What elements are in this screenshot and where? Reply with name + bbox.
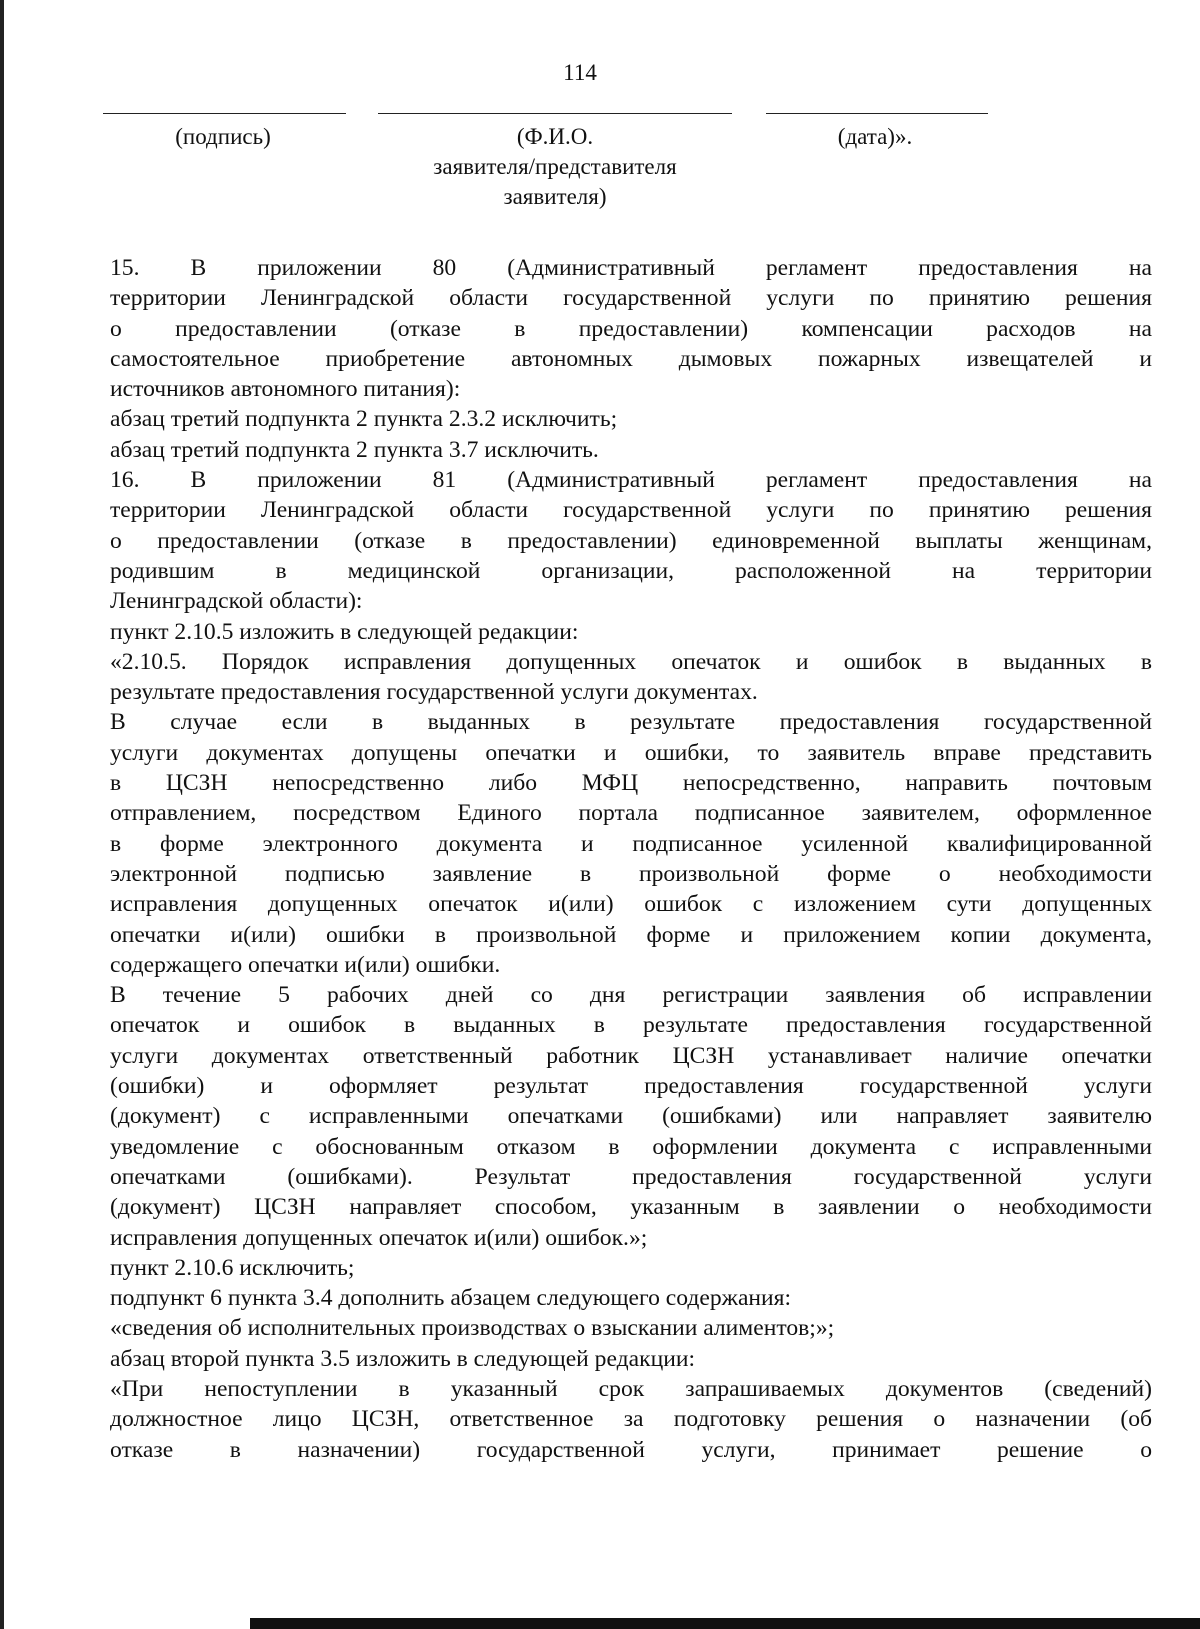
text-line: В случае если в выданных в результате предоставления государственной bbox=[110, 709, 1152, 736]
text-line: «сведения об исполнительных производствах о взыскании алиментов;»; bbox=[110, 1315, 835, 1342]
signature-line bbox=[103, 113, 346, 114]
text-line: родившим в медицинской организации, расположенной на территории bbox=[110, 557, 1152, 584]
scan-bottom-edge bbox=[250, 1618, 1200, 1629]
text-line: опечатки и(или) ошибки в произвольной форме и приложением копии документа, bbox=[110, 921, 1152, 948]
fio-label-line: (Ф.И.О. bbox=[516, 124, 594, 149]
text-line: (документ) с исправленными опечатками (ошибками) или направляет заявителю bbox=[110, 1103, 1152, 1130]
text-line: самостоятельное приобретение автономных дымовых пожарных извещателей и bbox=[110, 345, 1152, 372]
text-line: о предоставлении (отказе в предоставлении) компенсации расходов на bbox=[110, 315, 1152, 342]
text-line: пункт 2.10.5 изложить в следующей редакции: bbox=[110, 618, 579, 645]
fio-label-line: заявителя/представителя bbox=[433, 154, 677, 179]
text-line: опечаток и ошибок в выданных в результате предоставления государственной bbox=[110, 1012, 1152, 1039]
text-line: о предоставлении (отказе в предоставлении) единовременной выплаты женщинам, bbox=[110, 527, 1152, 554]
page-number: 114 bbox=[563, 60, 597, 85]
scan-edge bbox=[0, 0, 4, 1629]
text-line: (документ) ЦСЗН направляет способом, указанным в заявлении о необходимости bbox=[110, 1194, 1152, 1221]
text-line: исправления допущенных опечаток и(или) ошибок с изложением сути допущенных bbox=[110, 891, 1152, 918]
text-line: услуги документах ответственный работник ЦСЗН устанавливает наличие опечатки bbox=[110, 1042, 1152, 1069]
text-line: исправления допущенных опечаток и(или) ошибок.»; bbox=[110, 1224, 648, 1251]
text-line: абзац третий подпункта 2 пункта 2.3.2 исключить; bbox=[110, 406, 618, 433]
text-line: Ленинградской области): bbox=[110, 588, 363, 615]
text-line: уведомление с обоснованным отказом в оформлении документа с исправленными bbox=[110, 1133, 1152, 1160]
text-line: «При непоступлении в указанный срок запрашиваемых документов (сведений) bbox=[110, 1375, 1152, 1402]
text-line: должностное лицо ЦСЗН, ответственное за подготовку решения о назначении (об bbox=[110, 1406, 1152, 1433]
text-line: «2.10.5. Порядок исправления допущенных опечаток и ошибок в выданных в bbox=[110, 648, 1152, 675]
fio-label bbox=[380, 122, 730, 212]
signature-label: (подпись) bbox=[175, 124, 271, 149]
text-line: пункт 2.10.6 исключить; bbox=[110, 1254, 355, 1281]
fio-line bbox=[378, 113, 732, 114]
text-line: услуги документах допущены опечатки и ошибки, то заявитель вправе представить bbox=[110, 739, 1152, 766]
date-line bbox=[766, 113, 988, 114]
text-line: в форме электронного документа и подписанное усиленной квалифицированной bbox=[110, 830, 1152, 857]
date-label: (дата)». bbox=[837, 124, 913, 149]
text-line: подпункт 6 пункта 3.4 дополнить абзацем следующего содержания: bbox=[110, 1285, 792, 1312]
fio-label-line: заявителя) bbox=[503, 184, 607, 209]
text-line: электронной подписью заявление в произвольной форме о необходимости bbox=[110, 860, 1152, 887]
text-line: в ЦСЗН непосредственно либо МФЦ непосредственно, направить почтовым bbox=[110, 770, 1152, 797]
text-line: содержащего опечатки и(или) ошибки. bbox=[110, 951, 501, 978]
text-line: отказе в назначении) государственной услуги, принимает решение о bbox=[110, 1436, 1152, 1463]
text-line: 15. В приложении 80 (Административный регламент предоставления на bbox=[110, 255, 1152, 281]
text-line: территории Ленинградской области государственной услуги по принятию решения bbox=[110, 497, 1152, 524]
text-line: 16. В приложении 81 (Административный регламент предоставления на bbox=[110, 467, 1152, 494]
text-line: отправлением, посредством Единого портала подписанное заявителем, оформленное bbox=[110, 800, 1152, 827]
text-line: территории Ленинградской области государственной услуги по принятию решения bbox=[110, 285, 1152, 312]
text-line: (ошибки) и оформляет результат предоставления государственной услуги bbox=[110, 1073, 1152, 1100]
text-line: абзац третий подпункта 2 пункта 3.7 исключить. bbox=[110, 436, 599, 463]
document-body bbox=[110, 253, 1152, 1465]
text-line: абзац второй пункта 3.5 изложить в следующей редакции: bbox=[110, 1345, 696, 1372]
text-line: результате предоставления государственной услуги документах. bbox=[110, 679, 758, 706]
text-line: опечатками (ошибками). Результат предоставления государственной услуги bbox=[110, 1163, 1152, 1190]
text-line: источников автономного питания): bbox=[110, 376, 461, 403]
text-line: В течение 5 рабочих дней со дня регистрации заявления об исправлении bbox=[110, 982, 1152, 1009]
